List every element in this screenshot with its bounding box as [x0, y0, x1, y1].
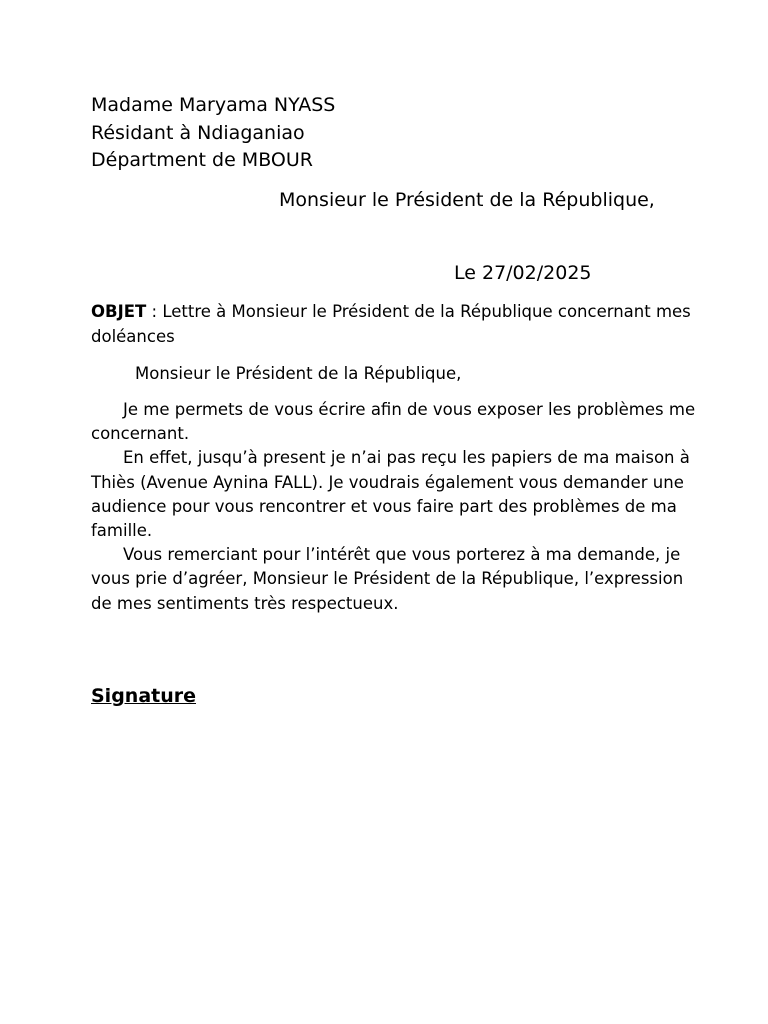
recipient: Monsieur le Président de la République, [279, 189, 655, 211]
salutation: Monsieur le Président de la République, [135, 364, 462, 383]
signature-label: Signature [91, 685, 197, 707]
sender-name: Madame Maryama NYASS [91, 94, 336, 116]
sender-department: Départment de MBOUR [91, 149, 313, 171]
letter-date: Le 27/02/2025 [454, 262, 592, 284]
body-paragraph-2: En effet, jusqu’à present je n’ai pas reçu les papiers de ma maison à Thiès (Avenue Aynina FALL). Je voudrais également vous demander une audience pour vous rencontrer et vous faire part des problèmes de ma famille. [91, 448, 690, 541]
body-paragraph-1: Je me permets de vous écrire afin de vous exposer les problèmes me concernant. [91, 400, 696, 444]
sender-block [91, 92, 335, 175]
sender-residence: Résidant à Ndiaganiao [91, 121, 305, 144]
subject-line [91, 300, 691, 349]
letter-body [91, 398, 701, 616]
body-paragraph-3: Vous remerciant pour l’intérêt que vous porterez à ma demande, je vous prie d’agréer, Monsieur le Président de la République, l’expression de mes sentiments très respectueux. [91, 545, 684, 613]
subject-text: : Lettre à Monsieur le Président de la République concernant mes doléances [91, 302, 691, 346]
subject-label: OBJET [91, 302, 147, 321]
